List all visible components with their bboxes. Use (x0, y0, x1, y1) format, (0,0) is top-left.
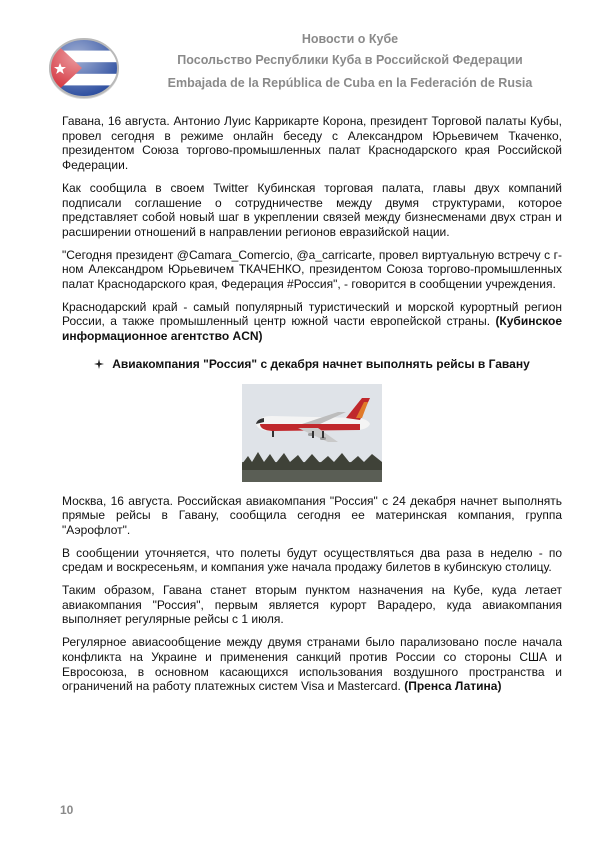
newsletter-title: Новости о Кубе (301, 32, 399, 46)
article2-title: Авиакомпания "Россия" с декабря начнет выполнять рейсы в Гавану (112, 356, 530, 371)
article1-paragraph-4-text: Краснодарский край - самый популярный туристический и морской курортный регион России, а также промышленный центр южной части европейской страны. (62, 299, 562, 329)
article1-paragraph-3: "Сегодня президент @Camara_Comercio, @a_carricarte, провел виртуальную встречу с г-ном Александром Юрьевичем ТКАЧЕНКО, президентом Союза торгово-промышленных палат Краснодарского края, Федерация #Россия", - говорится в сообщении учреждения. (62, 247, 562, 292)
article2-paragraph-4-text: Регулярное авиасообщение между двумя странами было парализовано после начала конфликта на Украине и применения санкций против России со стороны США и Евросоюза, в основном касающихся использования воздушного пространства и ограничений на работу платежных систем Visa и Mastercard. (62, 635, 562, 694)
article2-paragraph-3: Таким образом, Гавана станет вторым пунктом назначения на Кубе, куда летает авиакомпания "Россия", первым является курорт Варадеро, куда авиакомпания выполняет регулярные рейсы с 1 июля. (62, 583, 562, 627)
cuba-flag-icon (48, 36, 120, 100)
page-content (62, 114, 562, 702)
airplane-photo (242, 384, 382, 482)
article1-paragraph-4 (62, 300, 562, 344)
diamond-bullet-icon (94, 359, 104, 369)
embassy-name-ru: Посольство Республики Куба в Российской Федерации (177, 53, 523, 67)
article2-paragraph-1: Москва, 16 августа. Российская авиакомпания "Россия" с 24 декабря начнет выполнять прямые рейсы в Гавану, сообщила сегодня ее материнская компания, группа "Аэрофлот". (62, 493, 562, 537)
article2-source: (Пренса Латина) (404, 679, 502, 694)
article2-photo (62, 384, 562, 482)
embassy-name-es: Embajada de la República de Cuba en la Federación de Rusia (167, 76, 533, 90)
article1-paragraph-2: Как сообщила в своем Twitter Кубинская торговая палата, главы двух компаний подписали соглашение о сотрудничестве между двумя структурами, которое представляет собой новый шаг в укреплении связей между бизнесменами двух стран и расширении отношений в направлении регионов евразийской нации. (62, 180, 562, 239)
page-header (0, 0, 607, 105)
page-number: 10 (60, 803, 74, 817)
article1-source: (Кубинское информационное агентство ACN) (62, 314, 562, 344)
article1-paragraph-1: Гавана, 16 августа. Антонио Луис Каррикарте Корона, президент Торговой палаты Кубы, провел сегодня в режиме онлайн беседу с Александром Юрьевичем Ткаченко, президентом Союза торгово-промышленных палат Краснодарского края Российской Федерации. (62, 114, 562, 173)
article2-paragraph-2: В сообщении уточняется, что полеты будут осуществляться два раза в неделю - по средам и воскресеньям, и компания уже начала продажу билетов в кубинскую столицу. (62, 545, 562, 575)
article2-paragraph-4 (62, 635, 562, 694)
article2-heading (62, 357, 562, 372)
